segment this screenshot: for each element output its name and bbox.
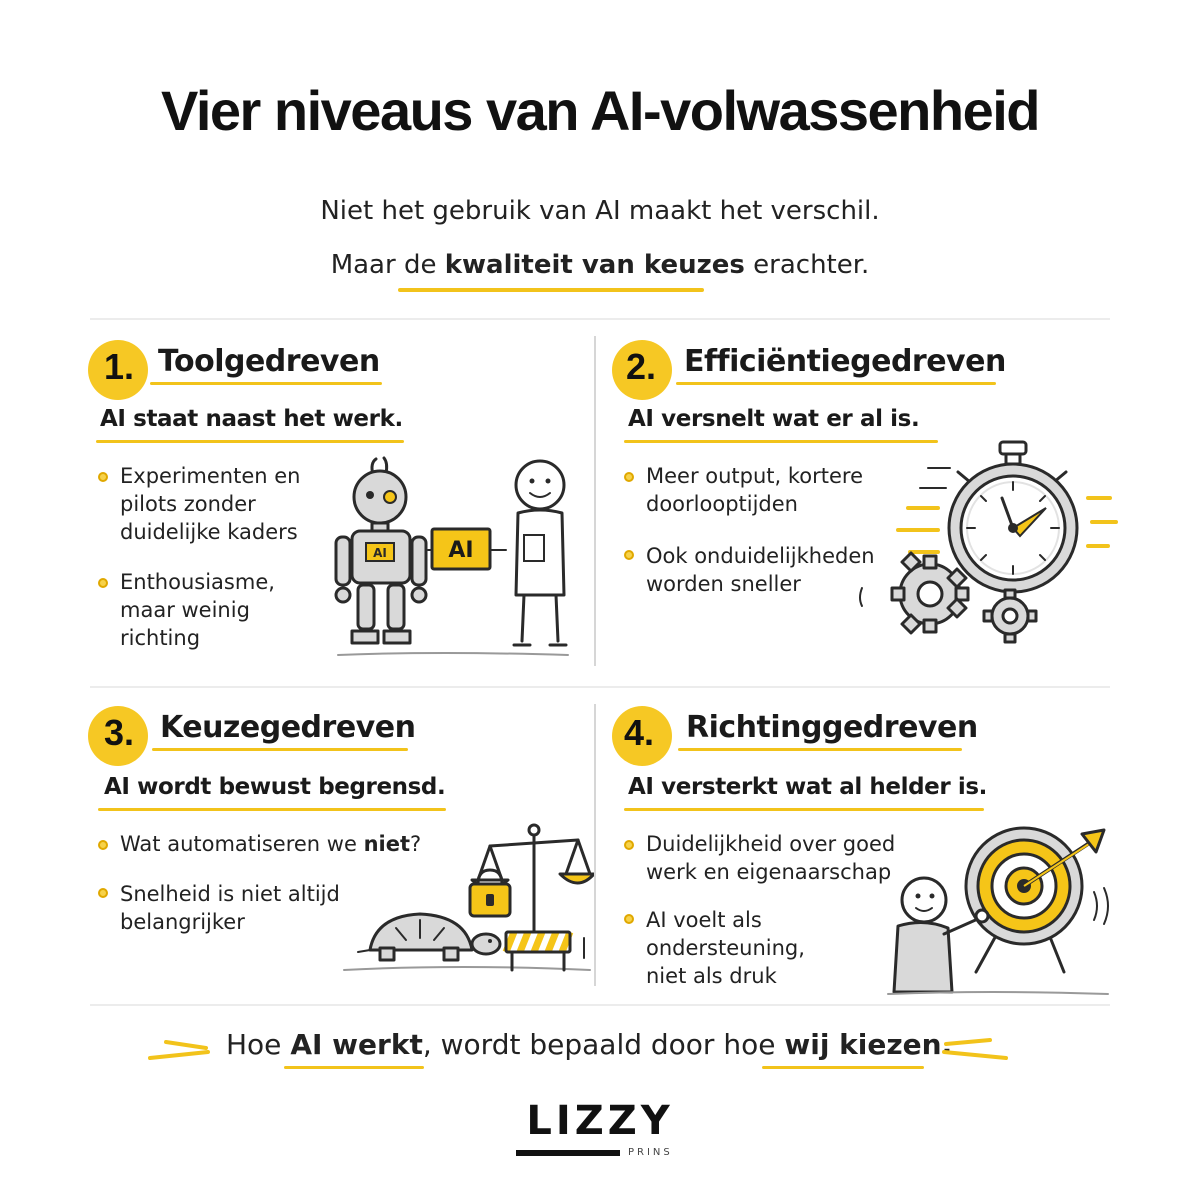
title-underline-4	[678, 748, 962, 751]
stopwatch-gears-illustration	[850, 438, 1120, 648]
footer-bold-1: AI werkt	[290, 1028, 423, 1061]
quadrant-2-title: Efficiëntiegedreven	[684, 344, 1006, 379]
subtitle-underline-1	[96, 440, 404, 443]
logo-bar	[516, 1150, 620, 1156]
quadrant-3-title: Keuzegedreven	[160, 710, 416, 745]
quadrant-4-subtitle: AI versterkt wat al helder is.	[628, 774, 987, 800]
footer-accent-right	[932, 1030, 1022, 1070]
logo: LIZZY	[526, 1098, 674, 1144]
bullet-icon	[624, 914, 634, 924]
subtitle-post: erachter.	[753, 250, 870, 280]
target-icon	[966, 828, 1082, 972]
footer-bold-2: wij kiezen.	[784, 1028, 953, 1061]
divider-vertical-top	[594, 336, 596, 666]
number-3: 3.	[104, 712, 135, 753]
ai-box-label: AI	[448, 538, 474, 563]
robot-person-illustration	[318, 455, 588, 665]
scale-turtle-barrier-illustration	[340, 820, 594, 980]
divider-bottom	[90, 1004, 1110, 1006]
target-person-illustration	[868, 822, 1114, 998]
gear-icon	[984, 590, 1036, 642]
footer-mid: , wordt bepaald door hoe	[422, 1028, 776, 1061]
quadrant-1-title: Toolgedreven	[158, 344, 380, 379]
footer-pre: Hoe	[226, 1028, 282, 1061]
subtitle-underline-3	[98, 808, 446, 811]
bullet-icon	[98, 472, 108, 482]
footer-underline-2	[762, 1066, 924, 1069]
quadrant-4-title: Richtinggedreven	[686, 710, 978, 745]
turtle-icon	[358, 914, 500, 960]
subtitle-line-2	[0, 250, 1200, 280]
divider-middle	[90, 686, 1110, 688]
q4-bullet-1: Duidelijkheid over goed werk en eigenaarschap	[646, 832, 896, 884]
q3-bullet-1-bold: niet	[363, 832, 411, 856]
subtitle-bold: kwaliteit van keuzes	[444, 250, 745, 280]
footer-accent-left	[140, 1030, 220, 1070]
logo-sub: PRINS	[628, 1147, 673, 1158]
divider-vertical-bottom	[594, 704, 596, 986]
title-underline-1	[150, 382, 382, 385]
divider-top	[90, 318, 1110, 320]
barrier-icon	[506, 932, 570, 970]
footer-underline-1	[284, 1066, 424, 1069]
number-4: 4.	[624, 712, 655, 753]
robot-chest-label: AI	[373, 546, 387, 560]
q2-bullet-1: Meer output, kortere doorlooptijden	[646, 464, 864, 516]
bullet-icon	[624, 840, 634, 850]
q4-bullet-2: AI voelt als ondersteuning, niet als druk	[646, 908, 805, 988]
subtitle-line-1: Niet het gebruik van AI maakt het verschil.	[320, 196, 880, 226]
number-2: 2.	[626, 346, 657, 387]
subtitle-pre: Maar de	[330, 250, 437, 280]
lock-icon	[470, 870, 510, 916]
q3-bullet-1-pre: Wat automatiseren we	[120, 832, 357, 856]
bullet-icon	[624, 472, 634, 482]
q2-bullet-2: Ook onduidelijkheden worden sneller	[646, 544, 875, 596]
bullet-icon	[98, 840, 108, 850]
gear-icon	[892, 553, 968, 633]
quadrant-1-subtitle: AI staat naast het werk.	[100, 406, 403, 432]
quadrant-3-subtitle: AI wordt bewust begrensd.	[104, 774, 446, 800]
number-1: 1.	[104, 346, 135, 387]
bullet-icon	[624, 550, 634, 560]
q1-bullet-1: Experimenten en pilots zonder duidelijke kaders	[120, 464, 301, 544]
title-underline-3	[152, 748, 408, 751]
bullet-icon	[98, 888, 108, 898]
bullet-icon	[98, 578, 108, 588]
q1-bullet-2: Enthousiasme, maar weinig richting	[120, 570, 275, 650]
footer-text	[226, 1028, 986, 1061]
subtitle-underline-4	[624, 808, 984, 811]
quadrant-2-subtitle: AI versnelt wat er al is.	[628, 406, 920, 432]
q3-bullet-1-post: ?	[410, 832, 422, 856]
q3-bullet-2: Snelheid is niet altijd belangrijker	[120, 882, 340, 934]
title-underline-2	[676, 382, 996, 385]
subtitle-highlight	[398, 288, 704, 292]
page-title: Vier niveaus van AI-volwassenheid	[161, 79, 1039, 142]
